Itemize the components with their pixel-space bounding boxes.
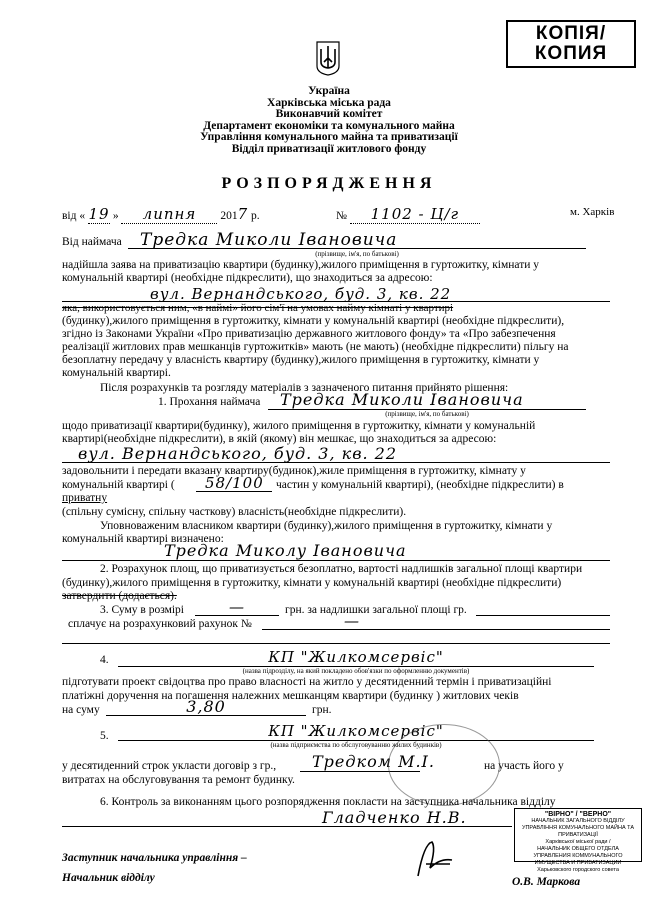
item4-currency: грн. (312, 704, 332, 716)
date-close: » (112, 210, 119, 222)
item3-person-underline (476, 615, 610, 616)
copy-stamp-line2: КОПИЯ (534, 43, 608, 64)
verno-stamp-l1: НАЧАЛЬНИК ЗАГАЛЬНОГО ВІДДІЛУ (531, 818, 625, 824)
intro-line4: (будинку),жилого приміщення в гуртожитку, кімнати у комунальній квартирі (необхідне підкреслити), (62, 315, 565, 327)
item6-text: 6. Контроль за виконанням цього розпорядження покласти на заступника начальника відділу (100, 796, 556, 808)
item4-caption: (назва підрозділу, на який покладено обов'язки по оформленню документів) (242, 667, 470, 675)
order-number-line (336, 205, 480, 224)
item1-share: 58/100 (205, 474, 264, 492)
item4-label: 4. (100, 654, 109, 666)
item6-sign-name: Гладченко Н.В. (322, 808, 467, 827)
verno-stamp-title: "ВІРНО" / "ВЕРНО" (544, 811, 612, 818)
order-number-label: № (336, 210, 347, 222)
date-day: 19 (88, 205, 110, 223)
item1-line5b: частин у комунальній квартирі), (необхідне підкреслити) в (276, 479, 564, 491)
copy-stamp-line1: КОПІЯ/ (535, 23, 607, 44)
document-title: РОЗПОРЯДЖЕННЯ (221, 175, 437, 192)
item5-line2b: на участь його у (484, 760, 564, 772)
item4-line2: підготувати проект свідоцтва про право власності на житло у десятиденний термін і приватизаційні (62, 676, 552, 688)
round-seal-stamp (388, 724, 500, 806)
item4-amount-underline (106, 715, 306, 716)
header-council: Харківська міська рада (267, 96, 391, 109)
header-department: Департамент економіки та комунального майна (203, 119, 455, 132)
verno-stamp-l4: НАЧАЛЬНИК ОБЩЕГО ОТДЕЛА (537, 846, 619, 852)
date-month: липня (121, 205, 217, 224)
item3-text: грн. за надлишки загальної площі гр. (285, 604, 467, 616)
intro-line7: безоплатну передачу у власність квартиру (будинку),жилого приміщення в гуртожитку, кімнати у (62, 354, 540, 366)
tenant-caption: (прізвище, ім'я, по батькові) (315, 250, 399, 258)
tenant-underline (128, 248, 586, 249)
item3-label: 3. Суму в розмірі (100, 604, 184, 616)
intro-line5: згідно із Законами України «Про приватизацію державного житлового фонду» та «Про забезпечення (62, 328, 556, 340)
intro-address: вул. Вернандського, буд. 3, кв. 22 (150, 285, 452, 303)
header-division: Відділ приватизації житлового фонду (231, 142, 427, 155)
intro-line8: комунальній квартирі. (62, 367, 171, 379)
date-year-prefix: 201 (220, 210, 238, 222)
item4-line3: платіжні доручення на погашення належних мешканцям квартири (будинку ) житлових чеків (62, 690, 519, 702)
item2-line2: (будинку),жилого приміщення в гуртожитку, кімнати у комунальній квартирі (необхідне підкреслити) (62, 577, 562, 589)
item3-amount: — (229, 598, 245, 616)
item1-line5a: комунальній квартирі ( (62, 479, 175, 491)
item1-owner-line2: комунальній квартирі визначено: (62, 533, 224, 545)
intro-line6: реалізації житлових прав мешканців гуртожитків» мають (не мають) (необхідне підкреслити) пільгу на (62, 341, 569, 353)
date-line (62, 205, 260, 224)
item5-org: КП "Жилкомсервіс" (268, 722, 444, 740)
copy-stamp (506, 20, 636, 68)
date-from-label: від « (62, 210, 86, 222)
item1-line3: квартирі(необхідне підкреслити), в якій (якому) він мешкає, що знаходиться за адресою: (62, 433, 497, 445)
tenant-name: Тредка Миколи Івановича (140, 230, 398, 250)
item3-line2: сплачує на розрахунковий рахунок № (68, 618, 252, 630)
item2-line1: 2. Розрахунок площ, що приватизується безоплатно, вартості надлишків загальної площі квартири (100, 563, 583, 575)
date-year-suffix: р. (251, 210, 260, 222)
item1-address-underline (62, 462, 610, 463)
item1-caption: (прізвище, ім'я, по батькові) (385, 410, 469, 418)
item3-account: — (344, 612, 360, 630)
item1-owner-name: Тредка Миколу Івановича (164, 541, 407, 560)
verno-stamp (514, 808, 642, 873)
item1-label: 1. Прохання наймача (158, 396, 261, 408)
item4-line4-label: на суму (62, 704, 100, 716)
tenant-label: Від наймача (62, 236, 122, 248)
item1-line6: приватну (62, 492, 108, 504)
item5-label: 5. (100, 730, 109, 742)
footer-deputy: Заступник начальника управління – (62, 852, 247, 864)
intro-line1: надійшла заява на приватизацію квартири (будинку),жилого приміщення в гуртожитку, кімнати у (62, 259, 540, 271)
item1-address: вул. Вернандського, буд. 3, кв. 22 (78, 444, 398, 463)
item2-line3: затвердити (додається). (62, 590, 177, 602)
header-country: Україна (308, 85, 350, 97)
item4-amount: 3,80 (186, 697, 226, 716)
item1-owner-line1: Уповноваженим власником квартири (будинку),жилого приміщення в гуртожитку, кімнати у (100, 520, 553, 532)
item6-underline (62, 826, 512, 827)
decision-intro: Після розрахунків та розгляду матеріалів з зазначеного питання прийнято рішення: (100, 382, 509, 394)
document-header (0, 86, 658, 155)
item5-line3: витратах на обслуговування та ремонт будинку. (62, 774, 295, 786)
order-number: 1102 - Ц/г (350, 205, 480, 224)
header-directorate: Управління комунального майна та приватизації (200, 131, 458, 143)
footer-signatory: О.В. Маркова (512, 876, 581, 888)
header-committee: Виконавчий комітет (275, 108, 383, 120)
item1-owner-underline (62, 560, 610, 561)
item5-person: Тредком М.І. (312, 752, 435, 771)
verno-stamp-l3: Харківської міської ради / (545, 839, 611, 845)
item5-caption: (назва підприємства по обслуговуванню жилих будинків) (270, 741, 442, 749)
intro-line2: комунальній квартирі (необхідне підкреслити), що знаходиться за адресою: (62, 272, 433, 284)
item4-org: КП "Жилкомсервіс" (268, 648, 444, 666)
verno-stamp-l2: УПРАВЛІННЯ КОМУНАЛЬНОГО МАЙНА ТА ПРИВАТИЗАЦІЇ (521, 825, 635, 838)
item5-line2a: у десятиденний строк укласти договір з гр., (62, 760, 277, 772)
item3-extra-underline (62, 643, 610, 644)
date-year-digit: 7 (237, 205, 249, 223)
verno-stamp-l6: Харьковского городского совета (537, 867, 619, 873)
item1-line4: задовольнити і передати вказану квартиру(будинок),жиле приміщення в гуртожитку, кімнату у (62, 465, 526, 477)
item1-name: Тредка Миколи Івановича (280, 390, 524, 409)
item1-line2: щодо приватизації квартири(будинку), жилого приміщення в гуртожитку, кімнати у комунальній (62, 420, 536, 432)
trident-emblem-icon (315, 40, 341, 76)
item1-line7: (спільну сумісну, спільну часткову) власність(необхідне підкреслити). (62, 506, 407, 518)
item1-share-underline (196, 491, 272, 492)
verno-stamp-l5: УПРАВЛЕНИЯ КОММУНАЛЬНОГО ИМУЩЕСТВА И ПРИВАТИЗАЦИИ (533, 853, 623, 866)
signature-mark (410, 838, 460, 880)
city-label: м. Харків (570, 206, 615, 218)
intro-line3: яка, використовується ним, «в наймі» його сім'ї на умовах найму кімнаті у квартирі (62, 302, 454, 314)
footer-head: Начальник відділу (62, 872, 155, 884)
